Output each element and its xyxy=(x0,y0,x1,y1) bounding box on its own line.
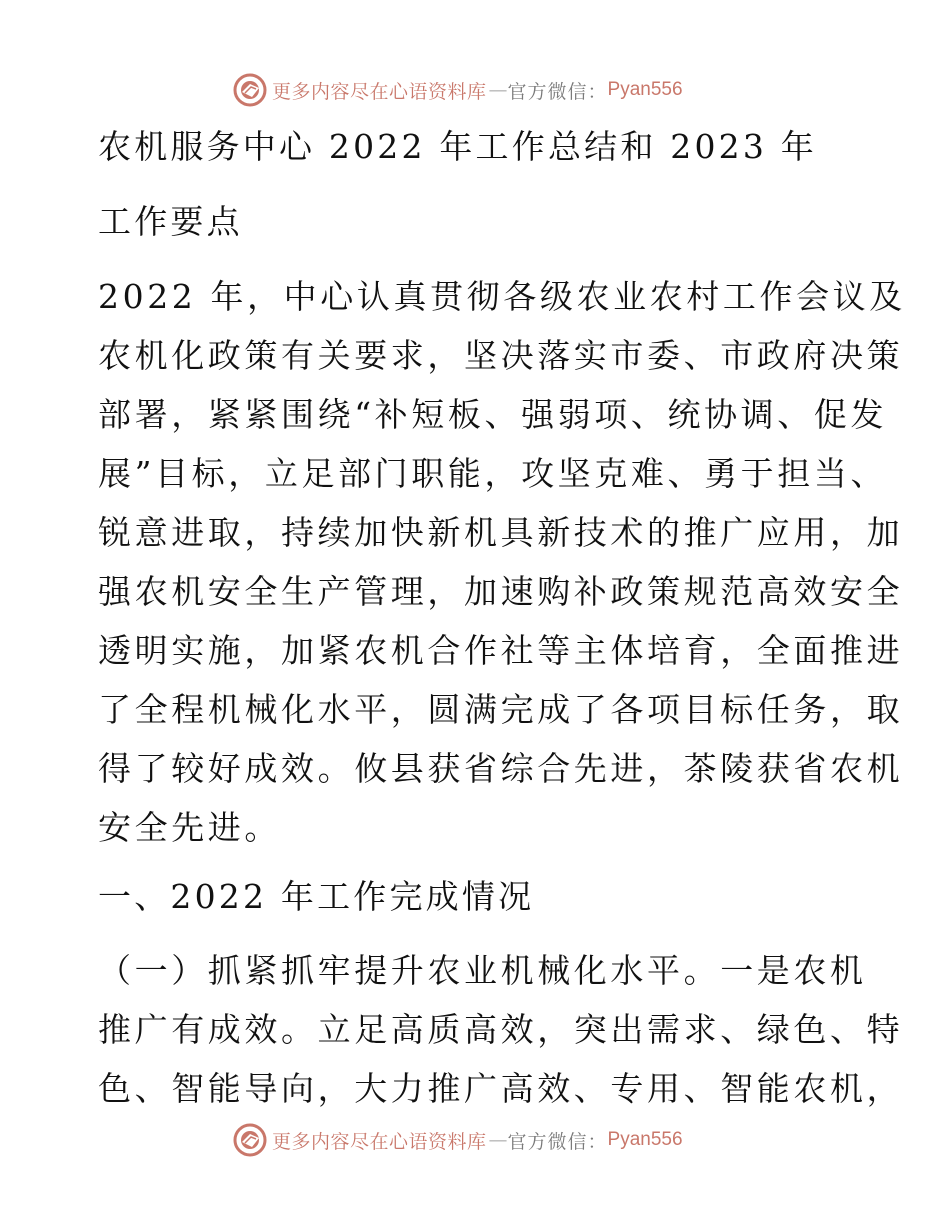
book-logo-icon xyxy=(232,1122,268,1158)
paragraph-line: 农机化政策有关要求，坚决落实市委、市政府决策 xyxy=(98,336,904,375)
paragraph-line: 了全程机械化水平，圆满完成了各项目标任务，取 xyxy=(98,690,904,729)
paragraph-line: 透明实施，加紧农机合作社等主体培育，全面推进 xyxy=(98,631,904,670)
paragraph-line: 部署，紧紧围绕“补短板、强弱项、统协调、促发 xyxy=(98,395,888,434)
book-logo-icon xyxy=(232,72,268,108)
paragraph-line: （一）抓紧抓牢提升农业机械化水平。一是农机 xyxy=(98,951,867,990)
watermark-text: 更多内容尽在心语资料库 xyxy=(272,1130,487,1153)
watermark-dash: — xyxy=(488,1129,506,1151)
watermark-text: 更多内容尽在心语资料库 xyxy=(272,80,487,103)
paragraph-line: 2022 年，中心认真贯彻各级农业农村工作会议及 xyxy=(98,277,906,316)
paragraph-line: 推广有成效。立足高质高效，突出需求、绿色、特 xyxy=(98,1010,904,1049)
paragraph-line: 锐意进取，持续加快新机具新技术的推广应用，加 xyxy=(98,513,904,552)
section-heading: 一、2022 年工作完成情况 xyxy=(98,877,535,916)
document-title-line-1: 农机服务中心 2022 年工作总结和 2023 年 xyxy=(98,127,817,166)
watermark-wechat-id: Pyan556 xyxy=(607,1129,683,1150)
paragraph-line: 得了较好成效。攸县获省综合先进，茶陵获省农机 xyxy=(98,749,904,788)
paragraph-line: 展”目标，立足部门职能，攻坚克难、勇于担当、 xyxy=(98,454,888,493)
watermark-wechat-id: Pyan556 xyxy=(607,79,683,100)
watermark-banner-bottom xyxy=(232,1120,683,1160)
watermark-official-label: 官方微信： xyxy=(507,80,608,103)
paragraph-line: 强农机安全生产管理，加速购补政策规范高效安全 xyxy=(98,572,904,611)
watermark-dash: — xyxy=(488,79,506,101)
paragraph-line: 色、智能导向，大力推广高效、专用、智能农机， xyxy=(98,1069,904,1108)
paragraph-line: 安全先进。 xyxy=(98,808,281,847)
document-title-line-2: 工作要点 xyxy=(98,202,243,241)
watermark-official-label: 官方微信： xyxy=(507,1130,608,1153)
watermark-banner-top xyxy=(232,70,683,110)
